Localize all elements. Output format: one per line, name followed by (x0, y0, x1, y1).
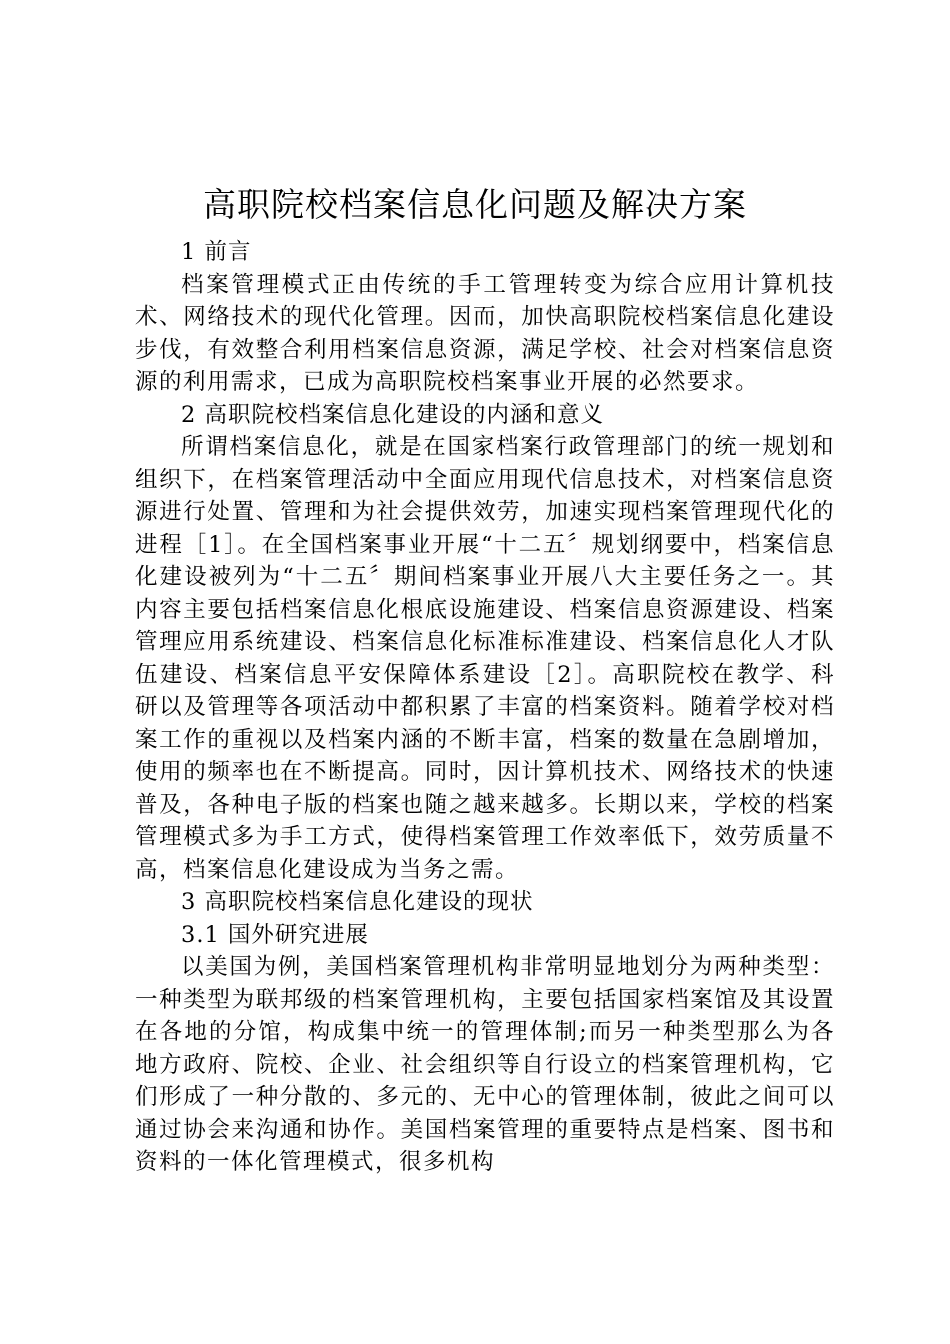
section-heading-meaning: 2 高职院校档案信息化建设的内涵和意义 (181, 401, 604, 428)
section-heading-status: 3 高职院校档案信息化建设的现状 (181, 889, 534, 915)
subsection-heading-foreign: 3.1 国外研究进展 (181, 921, 369, 948)
paragraph-intro: 档案管理模式正由传统的手工管理转变为综合应用计算机技术、网络技术的现代化管理。因而，加快高职院校档案信息化建设步伐，有效整合利用档案信息资源，满足学校、社会对档案信息资源的利用需求，已成为高职院校档案事业开展的必然要求。 (135, 271, 835, 395)
paragraph-foreign: 以美国为例，美国档案管理机构非常明显地划分为两种类型：一种类型为联邦级的档案管理机构，主要包括国家档案馆及其设置在各地的分馆，构成集中统一的管理体制;而另一种类型那么为各地方政府、院校、企业、社会组织等自行设立的档案管理机构，它们形成了一种分散的、多元的、无中心的管理体制，彼此之间可以通过协会来沟通和协作。美国档案管理的重要特点是档案、图书和资料的一体化管理模式，很多机构 (135, 954, 835, 1175)
section-heading-intro: 1 前言 (181, 239, 252, 265)
document-title: 高职院校档案信息化问题及解决方案 (203, 185, 747, 224)
paragraph-meaning: 所谓档案信息化，就是在国家档案行政管理部门的统一规划和组织下，在档案管理活动中全面应用现代信息技术，对档案信息资源进行处置、管理和为社会提供效劳，加速实现档案管理现代化的进程［1］。在全国档案事业开展“十二五〞规划纲要中，档案信息化建设被列为“十二五〞期间档案事业开展八大主要任务之一。其内容主要包括档案信息化根底设施建设、档案信息资源建设、档案管理应用系统建设、档案信息化标准标准建设、档案信息化人才队伍建设、档案信息平安保障体系建设［2］。高职院校在教学、科研以及管理等各项活动中都积累了丰富的档案资料。随着学校对档案工作的重视以及档案内涵的不断丰富，档案的数量在急剧增加，使用的频率也在不断提高。同时，因计算机技术、网络技术的快速普及，各种电子版的档案也随之越来越多。长期以来，学校的档案管理模式多为手工方式，使得档案管理工作效率低下，效劳质量不高，档案信息化建设成为当务之需。 (135, 434, 835, 883)
document-body (135, 236, 835, 1179)
